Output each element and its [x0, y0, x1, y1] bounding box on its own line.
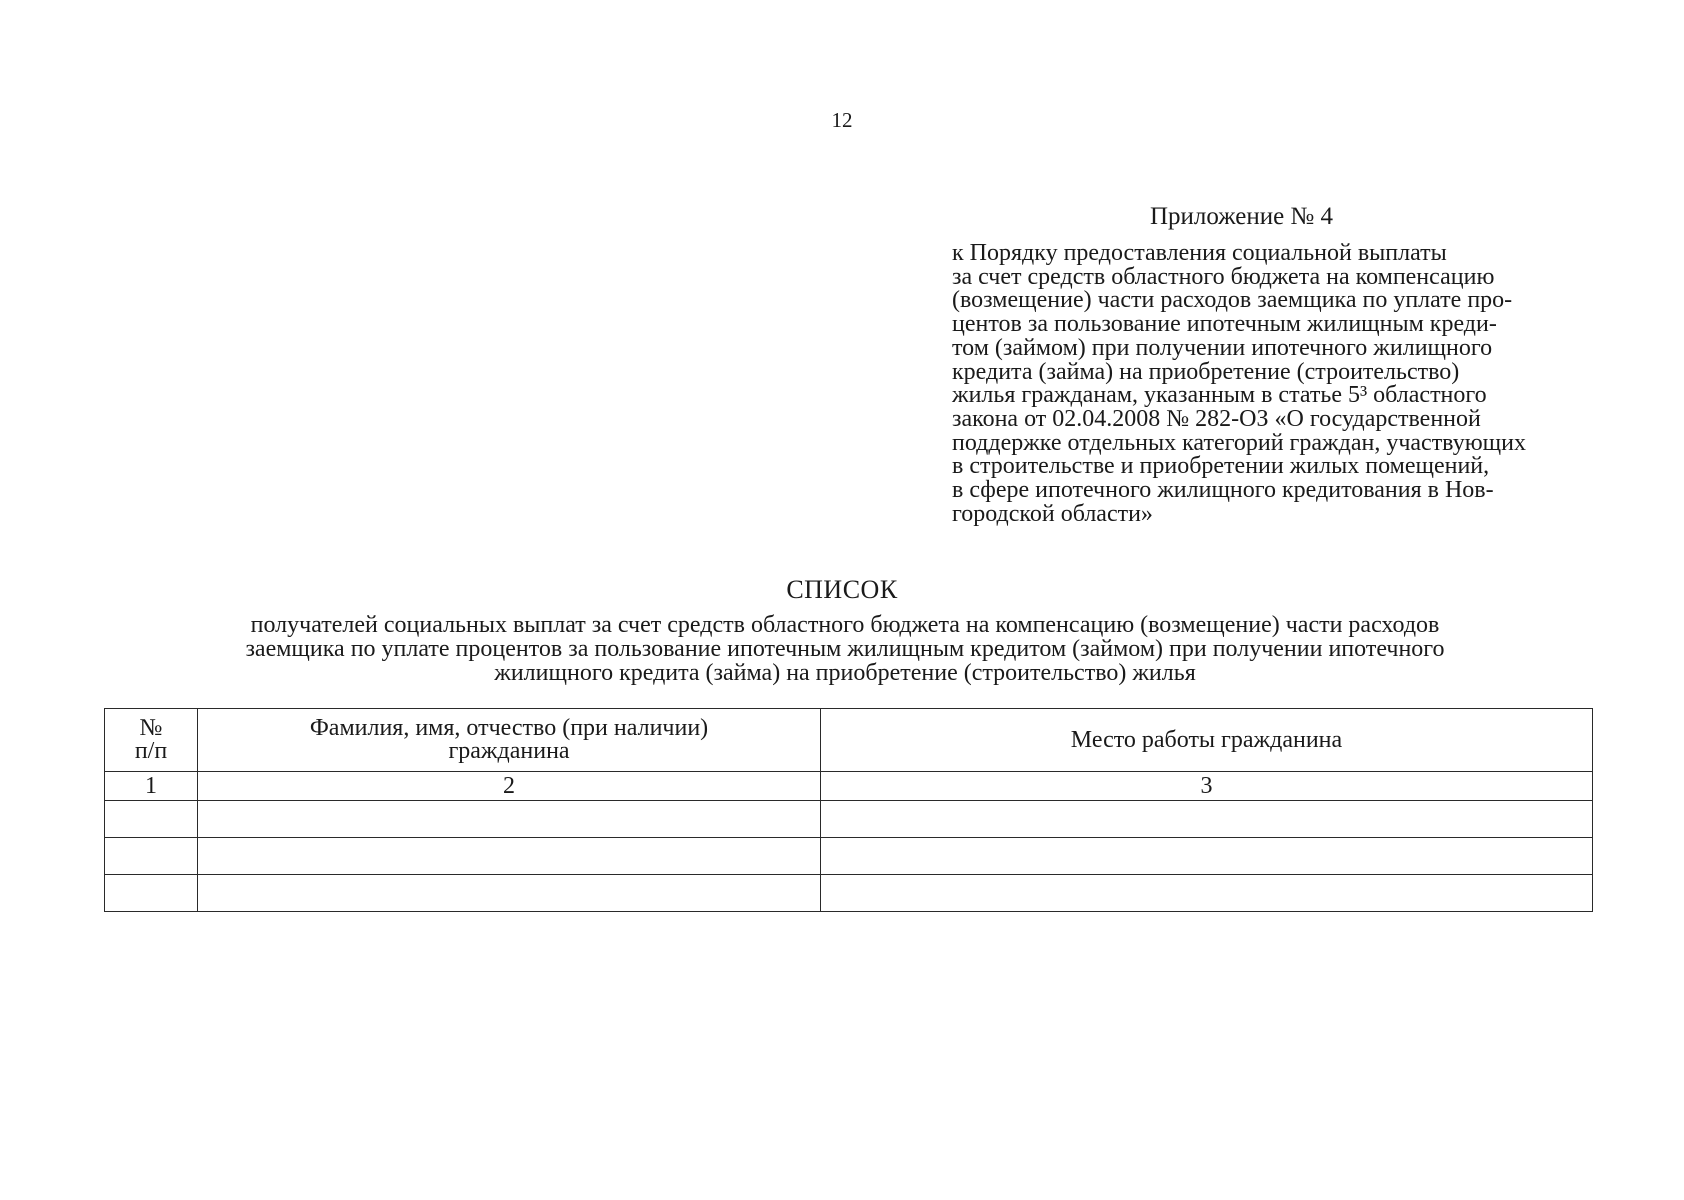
list-subtitle-line: получателей социальных выплат за счет средств областного бюджета на компенсацию (возмещение) части расходов	[250, 612, 1440, 638]
column-number-cell: 1	[105, 772, 198, 801]
table-cell[interactable]	[198, 801, 821, 838]
column-number-cell: 3	[821, 772, 1593, 801]
header-workplace: Место работы гражданина	[821, 709, 1593, 772]
appendix-line: центов за пользование ипотечным жилищным креди-	[952, 311, 1497, 338]
appendix-text	[952, 242, 1612, 526]
header-full-name-line2: гражданина	[448, 738, 570, 764]
table-cell[interactable]	[105, 801, 198, 838]
table-cell[interactable]	[821, 838, 1593, 875]
appendix-line: поддержке отдельных категорий граждан, участвующих	[952, 429, 1526, 456]
page-number: 12	[831, 108, 853, 132]
table-header-row	[105, 709, 1593, 772]
appendix-line: за счет средств областного бюджета на компенсацию	[952, 263, 1495, 290]
header-number	[105, 709, 198, 772]
table-cell[interactable]	[198, 838, 821, 875]
table-cell[interactable]	[821, 875, 1593, 912]
appendix-title: Приложение № 4	[1150, 203, 1334, 230]
table-cell[interactable]	[821, 801, 1593, 838]
list-subtitle-line: жилищного кредита (займа) на приобретение (строительство) жилья	[494, 660, 1196, 686]
table-cell[interactable]	[198, 875, 821, 912]
appendix-line: жилья гражданам, указанным в статье 5³ областного	[952, 382, 1487, 409]
appendix-line: городской области»	[952, 500, 1153, 527]
recipients-table	[104, 708, 1593, 912]
header-number-symbol: №	[139, 715, 163, 741]
appendix-line: в сфере ипотечного жилищного кредитования в Нов-	[952, 477, 1494, 504]
appendix-line: том (займом) при получении ипотечного жилищного	[952, 334, 1493, 361]
header-number-abbr: п/п	[134, 738, 168, 764]
appendix-line: закона от 02.04.2008 № 282-ОЗ «О государственной	[952, 405, 1481, 432]
header-full-name	[198, 709, 821, 772]
appendix-line: кредита (займа) на приобретение (строительство)	[952, 358, 1460, 385]
header-full-name-line1: Фамилия, имя, отчество (при наличии)	[309, 715, 709, 741]
table-cell[interactable]	[105, 875, 198, 912]
list-subtitle-line: заемщика по уплате процентов за пользование ипотечным жилищным кредитом (займом) при получении ипотечного	[245, 636, 1445, 662]
table-row	[105, 801, 1593, 838]
list-title: СПИСОК	[786, 575, 898, 604]
appendix-line: к Порядку предоставления социальной выплаты	[952, 240, 1447, 266]
column-number-cell: 2	[198, 772, 821, 801]
appendix-line: в строительстве и приобретении жилых помещений,	[952, 453, 1490, 480]
column-number-row	[105, 772, 1593, 801]
list-subtitle	[100, 613, 1590, 685]
table-cell[interactable]	[105, 838, 198, 875]
table-row	[105, 875, 1593, 912]
appendix-line: (возмещение) части расходов заемщика по уплате про-	[952, 287, 1513, 314]
table-row	[105, 838, 1593, 875]
